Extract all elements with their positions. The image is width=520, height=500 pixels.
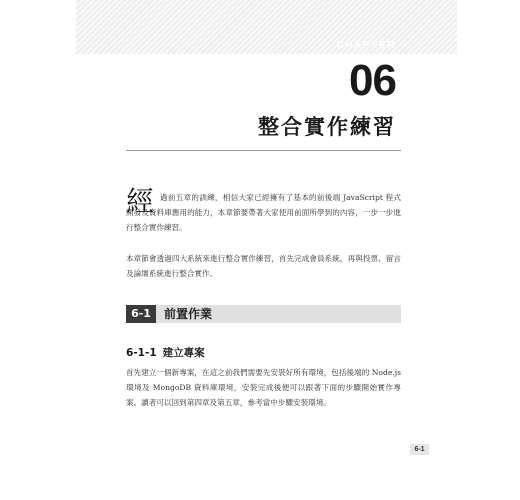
body-paragraph: 本章節會透過四大系統來進行整合實作練習，首先完成會員系統，再與投票、留言及論壇系統進行整合實作。 xyxy=(126,254,401,278)
chapter-header-pattern xyxy=(76,0,457,54)
body-paragraph: 首先建立一個新專案，在這之前我們需要先安裝好所有環境，包括後端的 Node.js 環境及 MongoDB 資料庫環境，安裝完成後便可以跟著下面的步驟開始實作專案。讀者可以回到第四章及第五章，參考當中步驟安裝環境。 xyxy=(126,368,401,407)
drop-cap: 經 xyxy=(126,185,155,218)
section-heading xyxy=(126,305,401,323)
chapter-title: 整合實作練習 xyxy=(258,115,396,139)
subsection-title: 建立專案 xyxy=(162,347,205,359)
chapter-label: CHAPTER xyxy=(336,40,396,51)
section-number: 6-1 xyxy=(126,305,156,323)
subsection-heading xyxy=(126,346,205,360)
intro-paragraph: 過前五章的訓練，相信大家已經擁有了基本的前後端 JavaScript 程式開發及資料庫應用的能力，本章節要帶著大家使用前面所學到的內容，一步一步進行整合實作練習。 xyxy=(126,193,401,232)
title-divider xyxy=(126,150,401,151)
page-number: 6-1 xyxy=(410,444,429,455)
section-title: 前置作業 xyxy=(164,307,213,321)
chapter-number: 06 xyxy=(349,56,396,105)
subsection-number: 6-1-1 xyxy=(126,347,157,359)
